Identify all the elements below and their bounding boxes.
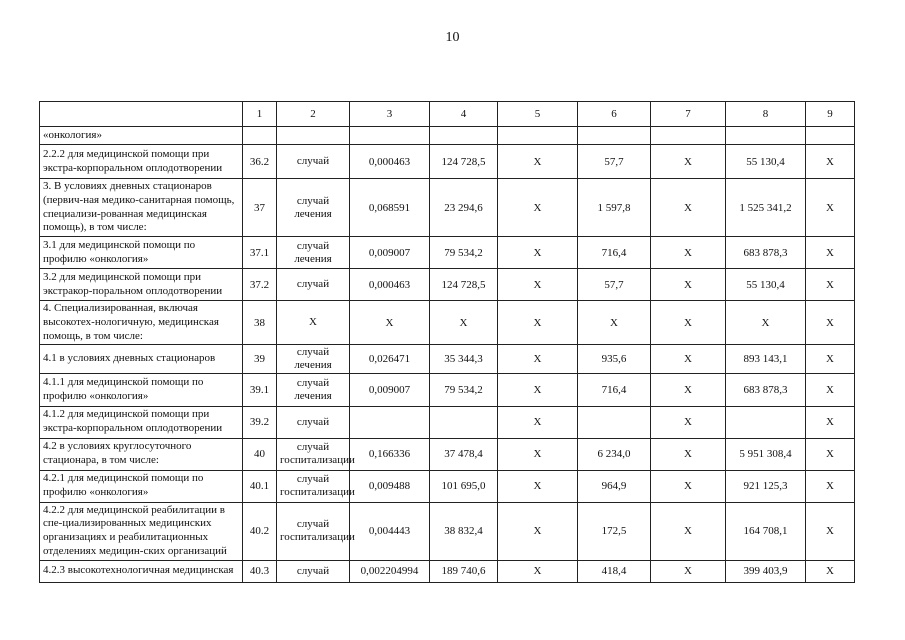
cell-col-9: X (806, 179, 855, 237)
cell-col-7: X (651, 438, 726, 470)
cell-col-3 (350, 406, 430, 438)
cell-col-8: 55 130,4 (726, 145, 806, 179)
cell-col-9: X (806, 560, 855, 582)
table-row (40, 502, 855, 560)
row-number: 37.2 (243, 269, 277, 301)
table-row (40, 145, 855, 179)
cell-col-6: 418,4 (578, 560, 651, 582)
cell-col-5: X (498, 179, 578, 237)
cell-col-5 (498, 127, 578, 145)
unit-of-measure: случай госпитализации (277, 470, 350, 502)
cell-col-3: 0,068591 (350, 179, 430, 237)
cell-col-8: 164 708,1 (726, 502, 806, 560)
cell-col-7: X (651, 345, 726, 373)
row-number: 39.1 (243, 373, 277, 406)
cell-col-7: X (651, 502, 726, 560)
cell-col-8: 5 951 308,4 (726, 438, 806, 470)
cell-col-8: X (726, 301, 806, 345)
cell-col-3 (350, 127, 430, 145)
cell-col-5: X (498, 438, 578, 470)
cell-col-4: X (430, 301, 498, 345)
row-number: 37 (243, 179, 277, 237)
cell-col-9: X (806, 237, 855, 269)
row-description: 2.2.2 для медицинской помощи при экстра-корпоральном оплодотворении (40, 145, 243, 179)
cell-col-5: X (498, 560, 578, 582)
cell-col-6: 6 234,0 (578, 438, 651, 470)
cell-col-4: 35 344,3 (430, 345, 498, 373)
cell-col-6: 716,4 (578, 373, 651, 406)
table-row (40, 269, 855, 301)
row-number: 38 (243, 301, 277, 345)
row-description: «онкология» (40, 127, 243, 145)
cell-col-9: X (806, 406, 855, 438)
row-description: 4.2 в условиях круглосуточного стационара, в том числе: (40, 438, 243, 470)
cell-col-3: 0,026471 (350, 345, 430, 373)
column-header: 1 (243, 102, 277, 127)
cell-col-5: X (498, 345, 578, 373)
cell-col-7: X (651, 301, 726, 345)
unit-of-measure: случай (277, 269, 350, 301)
table-row (40, 560, 855, 582)
cell-col-6: 172,5 (578, 502, 651, 560)
cell-col-8: 399 403,9 (726, 560, 806, 582)
cell-col-3: 0,000463 (350, 145, 430, 179)
row-description: 4.2.3 высокотехнологичная медицинская (40, 560, 243, 582)
row-number: 40 (243, 438, 277, 470)
cell-col-6 (578, 127, 651, 145)
unit-of-measure: случай госпитализации (277, 502, 350, 560)
table-row (40, 438, 855, 470)
table-header-row (40, 102, 855, 127)
cell-col-8 (726, 127, 806, 145)
cell-col-5: X (498, 269, 578, 301)
unit-of-measure: случай (277, 406, 350, 438)
column-header: 3 (350, 102, 430, 127)
cell-col-5: X (498, 406, 578, 438)
cell-col-8: 55 130,4 (726, 269, 806, 301)
cell-col-4 (430, 406, 498, 438)
cell-col-3: 0,004443 (350, 502, 430, 560)
row-number: 36.2 (243, 145, 277, 179)
cell-col-4: 79 534,2 (430, 373, 498, 406)
unit-of-measure: случай (277, 145, 350, 179)
cell-col-4: 37 478,4 (430, 438, 498, 470)
cell-col-4: 189 740,6 (430, 560, 498, 582)
row-number: 39.2 (243, 406, 277, 438)
cell-col-3: 0,009007 (350, 373, 430, 406)
column-header (40, 102, 243, 127)
cell-col-7: X (651, 560, 726, 582)
row-description: 4.1.2 для медицинской помощи при экстра-корпоральном оплодотворении (40, 406, 243, 438)
column-header: 7 (651, 102, 726, 127)
row-number (243, 127, 277, 145)
cell-col-9: X (806, 438, 855, 470)
table-row (40, 127, 855, 145)
cell-col-7: X (651, 406, 726, 438)
row-description: 4.1 в условиях дневных стационаров (40, 345, 243, 373)
unit-of-measure: случай госпитализации (277, 438, 350, 470)
row-description: 4.2.2 для медицинской реабилитации в спе-циализированных медицинских организациях и реабилитационных отделениях медицин-ских организаций (40, 502, 243, 560)
unit-of-measure: случай лечения (277, 345, 350, 373)
cell-col-5: X (498, 237, 578, 269)
cell-col-6: X (578, 301, 651, 345)
column-header: 5 (498, 102, 578, 127)
row-description: 3.1 для медицинской помощи по профилю «онкология» (40, 237, 243, 269)
cell-col-4: 79 534,2 (430, 237, 498, 269)
cell-col-3: X (350, 301, 430, 345)
unit-of-measure: случай лечения (277, 373, 350, 406)
cell-col-7: X (651, 269, 726, 301)
cell-col-5: X (498, 470, 578, 502)
cell-col-3: 0,009488 (350, 470, 430, 502)
table-row (40, 345, 855, 373)
cell-col-8: 683 878,3 (726, 237, 806, 269)
cell-col-9: X (806, 470, 855, 502)
table-row (40, 470, 855, 502)
table-row (40, 301, 855, 345)
cell-col-8: 1 525 341,2 (726, 179, 806, 237)
cell-col-9 (806, 127, 855, 145)
row-number: 37.1 (243, 237, 277, 269)
cell-col-8 (726, 406, 806, 438)
cell-col-5: X (498, 145, 578, 179)
row-number: 39 (243, 345, 277, 373)
cell-col-5: X (498, 502, 578, 560)
row-number: 40.1 (243, 470, 277, 502)
cell-col-3: 0,009007 (350, 237, 430, 269)
cell-col-9: X (806, 145, 855, 179)
cell-col-6: 57,7 (578, 145, 651, 179)
row-description: 4.1.1 для медицинской помощи по профилю «онкология» (40, 373, 243, 406)
cell-col-6: 716,4 (578, 237, 651, 269)
cell-col-4 (430, 127, 498, 145)
page-number: 10 (445, 30, 460, 45)
unit-of-measure: X (277, 301, 350, 345)
cell-col-5: X (498, 373, 578, 406)
row-description: 4.2.1 для медицинской помощи по профилю «онкология» (40, 470, 243, 502)
cell-col-9: X (806, 502, 855, 560)
cell-col-6 (578, 406, 651, 438)
cell-col-7: X (651, 179, 726, 237)
cell-col-4: 38 832,4 (430, 502, 498, 560)
cell-col-7: X (651, 237, 726, 269)
cell-col-3: 0,166336 (350, 438, 430, 470)
cell-col-7: X (651, 145, 726, 179)
unit-of-measure: случай (277, 560, 350, 582)
row-description: 3.2 для медицинской помощи при экстракор-поральном оплодотворении (40, 269, 243, 301)
cell-col-9: X (806, 345, 855, 373)
cell-col-8: 893 143,1 (726, 345, 806, 373)
cell-col-4: 124 728,5 (430, 145, 498, 179)
table-row (40, 406, 855, 438)
data-table (39, 101, 855, 583)
unit-of-measure (277, 127, 350, 145)
column-header: 2 (277, 102, 350, 127)
row-description: 4. Специализированная, включая высокотех-нологичную, медицинская помощь, в том числе: (40, 301, 243, 345)
cell-col-6: 1 597,8 (578, 179, 651, 237)
cell-col-3: 0,002204994 (350, 560, 430, 582)
cell-col-4: 101 695,0 (430, 470, 498, 502)
cell-col-8: 683 878,3 (726, 373, 806, 406)
cell-col-6: 57,7 (578, 269, 651, 301)
cell-col-4: 23 294,6 (430, 179, 498, 237)
row-number: 40.2 (243, 502, 277, 560)
cell-col-7 (651, 127, 726, 145)
table-row (40, 179, 855, 237)
table-row (40, 373, 855, 406)
cell-col-7: X (651, 373, 726, 406)
column-header: 6 (578, 102, 651, 127)
cell-col-9: X (806, 301, 855, 345)
column-header: 4 (430, 102, 498, 127)
column-header: 8 (726, 102, 806, 127)
column-header: 9 (806, 102, 855, 127)
cell-col-6: 964,9 (578, 470, 651, 502)
row-description: 3. В условиях дневных стационаров (первич-ная медико-санитарная помощь, специализи-рованная медицинская помощь), в том числе: (40, 179, 243, 237)
cell-col-5: X (498, 301, 578, 345)
cell-col-9: X (806, 373, 855, 406)
cell-col-3: 0,000463 (350, 269, 430, 301)
cell-col-7: X (651, 470, 726, 502)
row-number: 40.3 (243, 560, 277, 582)
cell-col-9: X (806, 269, 855, 301)
cell-col-4: 124 728,5 (430, 269, 498, 301)
table-row (40, 237, 855, 269)
cell-col-8: 921 125,3 (726, 470, 806, 502)
unit-of-measure: случай лечения (277, 179, 350, 237)
cell-col-6: 935,6 (578, 345, 651, 373)
unit-of-measure: случай лечения (277, 237, 350, 269)
